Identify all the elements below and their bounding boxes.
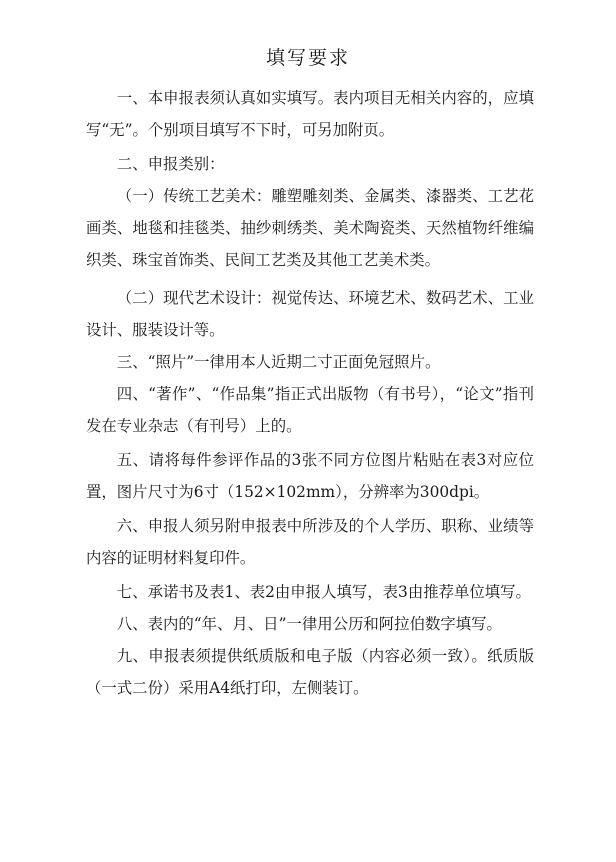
page-title: 填写要求 bbox=[265, 47, 350, 69]
requirement-paragraph-9: 七、承诺书及表1、表2由申报人填写，表3由推荐单位填写。 bbox=[116, 583, 531, 601]
requirement-paragraph-10: 八、表内的“年、月、日”一律用公历和阿拉伯数字填写。 bbox=[116, 615, 502, 633]
requirement-paragraph-11: 九、申报表须提供纸质版和电子版（内容必须一致）。纸质版（一式二份）采用A4纸打印，左侧装订。 bbox=[86, 647, 534, 697]
requirement-paragraph-2: 二、申报类别： bbox=[116, 155, 225, 173]
requirement-paragraph-3: （一）传统工艺美术：雕塑雕刻类、金属类、漆器类、工艺花画类、地毯和挂毯类、抽纱刺绣类、美术陶瓷类、天然植物纤维编织类、珠宝首饰类、民间工艺类及其他工艺美术类。 bbox=[86, 187, 534, 269]
requirement-paragraph-8: 六、申报人须另附申报表中所涉及的个人学历、职称、业绩等内容的证明材料复印件。 bbox=[86, 517, 534, 567]
requirement-paragraph-5: 三、“照片”一律用本人近期二寸正面免冠照片。 bbox=[116, 353, 441, 371]
requirement-paragraph-6: 四、“著作”、“作品集”指正式出版物（有书号），“论文”指刊发在专业杂志（有刊号）上的。 bbox=[86, 385, 534, 435]
requirement-paragraph-7: 五、请将每件参评作品的3张不同方位图片粘贴在表3对应位置，图片尺寸为6寸（152×102mm），分辨率为300dpi。 bbox=[86, 451, 534, 501]
requirement-paragraph-1: 一、本申报表须认真如实填写。表内项目无相关内容的，应填写“无”。个别项目填写不下时，可另加附页。 bbox=[86, 89, 534, 139]
requirement-paragraph-4: （二）现代艺术设计：视觉传达、环境艺术、数码艺术、工业设计、服装设计等。 bbox=[86, 289, 534, 339]
